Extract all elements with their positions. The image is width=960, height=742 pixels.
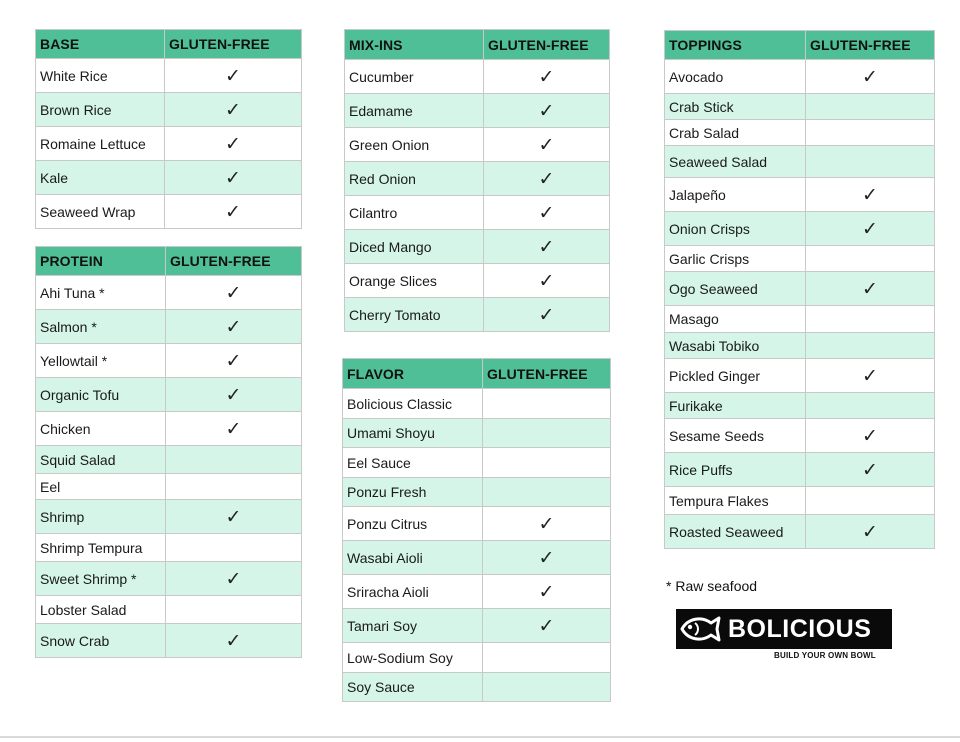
item-name: Shrimp Tempura (36, 534, 166, 562)
table-row (36, 596, 302, 624)
table-row (36, 127, 302, 161)
item-name: Orange Slices (345, 264, 484, 298)
item-name: Chicken (36, 412, 166, 446)
item-name: Avocado (665, 60, 806, 94)
table-header-row (345, 30, 610, 60)
item-name: Pickled Ginger (665, 359, 806, 393)
table-row (665, 94, 935, 120)
table-row (36, 161, 302, 195)
column-header-category: MIX-INS (345, 30, 484, 60)
item-name: Squid Salad (36, 446, 166, 474)
item-name: Salmon * (36, 310, 166, 344)
column-header-gluten-free: GLUTEN-FREE (484, 30, 610, 60)
table-row (665, 419, 935, 453)
item-name: Diced Mango (345, 230, 484, 264)
item-name: Tempura Flakes (665, 487, 806, 515)
gluten-free-check-icon: ✓ (484, 162, 610, 196)
table-row (36, 474, 302, 500)
table-header-row (665, 31, 935, 60)
item-name: Soy Sauce (343, 673, 483, 702)
gluten-free-check-icon: ✓ (484, 298, 610, 332)
mix-ins-table (344, 29, 610, 332)
item-name: Onion Crisps (665, 212, 806, 246)
table-row (345, 196, 610, 230)
gluten-free-check-icon: ✓ (806, 453, 935, 487)
table-row (343, 575, 611, 609)
item-name: Seaweed Wrap (36, 195, 165, 229)
table-header-row (36, 30, 302, 59)
gluten-free-cell (166, 474, 302, 500)
gluten-free-cell (483, 419, 611, 448)
gluten-free-cell (166, 596, 302, 624)
table-header-row (343, 359, 611, 389)
gluten-free-check-icon: ✓ (165, 59, 302, 93)
logo-wordmark: BOLICIOUS (728, 614, 872, 643)
table-row (665, 306, 935, 333)
gluten-free-check-icon: ✓ (806, 212, 935, 246)
table-row (36, 310, 302, 344)
gluten-free-cell (483, 478, 611, 507)
item-name: Ahi Tuna * (36, 276, 166, 310)
table-row (36, 534, 302, 562)
item-name: Yellowtail * (36, 344, 166, 378)
gluten-free-check-icon: ✓ (484, 230, 610, 264)
gluten-free-check-icon: ✓ (165, 195, 302, 229)
item-name: Brown Rice (36, 93, 165, 127)
item-name: Red Onion (345, 162, 484, 196)
column-header-gluten-free: GLUTEN-FREE (483, 359, 611, 389)
raw-seafood-footnote: * Raw seafood (666, 578, 758, 594)
table-row (665, 333, 935, 359)
table-row (665, 272, 935, 306)
gluten-free-check-icon: ✓ (166, 624, 302, 658)
item-name: Wasabi Aioli (343, 541, 483, 575)
table-row (665, 60, 935, 94)
table-row (36, 500, 302, 534)
gluten-free-cell (806, 94, 935, 120)
gluten-free-check-icon: ✓ (483, 507, 611, 541)
table-row (36, 412, 302, 446)
table-row (36, 378, 302, 412)
column-header-gluten-free: GLUTEN-FREE (165, 30, 302, 59)
gluten-free-check-icon: ✓ (484, 94, 610, 128)
item-name: Crab Stick (665, 94, 806, 120)
column-header-gluten-free: GLUTEN-FREE (166, 247, 302, 276)
gluten-free-check-icon: ✓ (165, 161, 302, 195)
item-name: Ponzu Citrus (343, 507, 483, 541)
item-name: Garlic Crisps (665, 246, 806, 272)
gluten-free-cell (806, 246, 935, 272)
item-name: Romaine Lettuce (36, 127, 165, 161)
table-row (345, 60, 610, 94)
page-divider (0, 736, 960, 738)
item-name: Cilantro (345, 196, 484, 230)
table-row (36, 446, 302, 474)
gluten-free-check-icon: ✓ (484, 60, 610, 94)
table-row (665, 487, 935, 515)
table-row (343, 673, 611, 702)
gluten-free-cell (806, 333, 935, 359)
gluten-free-cell (483, 643, 611, 673)
item-name: Eel Sauce (343, 448, 483, 478)
gluten-free-cell (806, 146, 935, 178)
item-name: Ponzu Fresh (343, 478, 483, 507)
item-name: Crab Salad (665, 120, 806, 146)
item-name: Cucumber (345, 60, 484, 94)
table-row (345, 264, 610, 298)
table-row (345, 298, 610, 332)
item-name: Wasabi Tobiko (665, 333, 806, 359)
table-row (665, 515, 935, 549)
table-row (343, 448, 611, 478)
item-name: Masago (665, 306, 806, 333)
item-name: Sesame Seeds (665, 419, 806, 453)
item-name: Roasted Seaweed (665, 515, 806, 549)
gluten-free-check-icon: ✓ (483, 541, 611, 575)
gluten-free-check-icon: ✓ (806, 515, 935, 549)
column-header-category: BASE (36, 30, 165, 59)
gluten-free-check-icon: ✓ (483, 609, 611, 643)
item-name: Eel (36, 474, 166, 500)
table-row (665, 146, 935, 178)
table-row (343, 478, 611, 507)
item-name: Sweet Shrimp * (36, 562, 166, 596)
table-row (36, 93, 302, 127)
column-header-category: FLAVOR (343, 359, 483, 389)
logo-tagline: BUILD YOUR OWN BOWL (774, 651, 876, 660)
toppings-table (664, 30, 935, 549)
item-name: Bolicious Classic (343, 389, 483, 419)
gluten-free-check-icon: ✓ (483, 575, 611, 609)
bolicious-logo (676, 609, 892, 649)
item-name: Green Onion (345, 128, 484, 162)
gluten-free-check-icon: ✓ (166, 344, 302, 378)
gluten-free-check-icon: ✓ (166, 500, 302, 534)
item-name: Lobster Salad (36, 596, 166, 624)
gluten-free-check-icon: ✓ (806, 178, 935, 212)
gluten-free-check-icon: ✓ (166, 378, 302, 412)
table-row (36, 562, 302, 596)
gluten-free-cell (483, 389, 611, 419)
item-name: Snow Crab (36, 624, 166, 658)
table-row (343, 643, 611, 673)
item-name: Organic Tofu (36, 378, 166, 412)
gluten-free-cell (483, 448, 611, 478)
gluten-free-check-icon: ✓ (806, 272, 935, 306)
item-name: Cherry Tomato (345, 298, 484, 332)
table-row (345, 162, 610, 196)
table-row (343, 507, 611, 541)
table-row (345, 128, 610, 162)
column-header-category: PROTEIN (36, 247, 166, 276)
table-row (665, 178, 935, 212)
gluten-free-cell (806, 487, 935, 515)
gluten-free-cell (166, 446, 302, 474)
table-row (665, 359, 935, 393)
item-name: Low-Sodium Soy (343, 643, 483, 673)
flavor-table (342, 358, 611, 702)
gluten-free-cell (166, 534, 302, 562)
item-name: Kale (36, 161, 165, 195)
gluten-free-check-icon: ✓ (806, 419, 935, 453)
table-row (36, 624, 302, 658)
gluten-free-check-icon: ✓ (806, 60, 935, 94)
item-name: Ogo Seaweed (665, 272, 806, 306)
table-row (665, 246, 935, 272)
gluten-free-cell (806, 120, 935, 146)
table-row (345, 230, 610, 264)
fish-icon (676, 609, 724, 649)
table-row (665, 453, 935, 487)
table-row (343, 609, 611, 643)
item-name: Tamari Soy (343, 609, 483, 643)
gluten-free-check-icon: ✓ (484, 128, 610, 162)
table-row (665, 393, 935, 419)
item-name: White Rice (36, 59, 165, 93)
table-row (36, 59, 302, 93)
table-row (665, 120, 935, 146)
gluten-free-check-icon: ✓ (166, 276, 302, 310)
table-row (345, 94, 610, 128)
item-name: Jalapeño (665, 178, 806, 212)
gluten-free-check-icon: ✓ (484, 196, 610, 230)
table-row (343, 419, 611, 448)
table-row (36, 344, 302, 378)
column-header-category: TOPPINGS (665, 31, 806, 60)
gluten-free-check-icon: ✓ (806, 359, 935, 393)
item-name: Umami Shoyu (343, 419, 483, 448)
gluten-free-check-icon: ✓ (165, 127, 302, 161)
item-name: Sriracha Aioli (343, 575, 483, 609)
gluten-free-check-icon: ✓ (484, 264, 610, 298)
gluten-free-check-icon: ✓ (166, 310, 302, 344)
item-name: Shrimp (36, 500, 166, 534)
item-name: Rice Puffs (665, 453, 806, 487)
table-row (343, 541, 611, 575)
item-name: Furikake (665, 393, 806, 419)
table-row (36, 195, 302, 229)
gluten-free-cell (806, 306, 935, 333)
gluten-free-cell (483, 673, 611, 702)
protein-table (35, 246, 302, 658)
table-row (36, 276, 302, 310)
table-row (343, 389, 611, 419)
gluten-free-cell (806, 393, 935, 419)
base-table (35, 29, 302, 229)
gluten-free-check-icon: ✓ (165, 93, 302, 127)
gluten-free-check-icon: ✓ (166, 562, 302, 596)
item-name: Edamame (345, 94, 484, 128)
table-header-row (36, 247, 302, 276)
table-row (665, 212, 935, 246)
gluten-free-check-icon: ✓ (166, 412, 302, 446)
column-header-gluten-free: GLUTEN-FREE (806, 31, 935, 60)
item-name: Seaweed Salad (665, 146, 806, 178)
